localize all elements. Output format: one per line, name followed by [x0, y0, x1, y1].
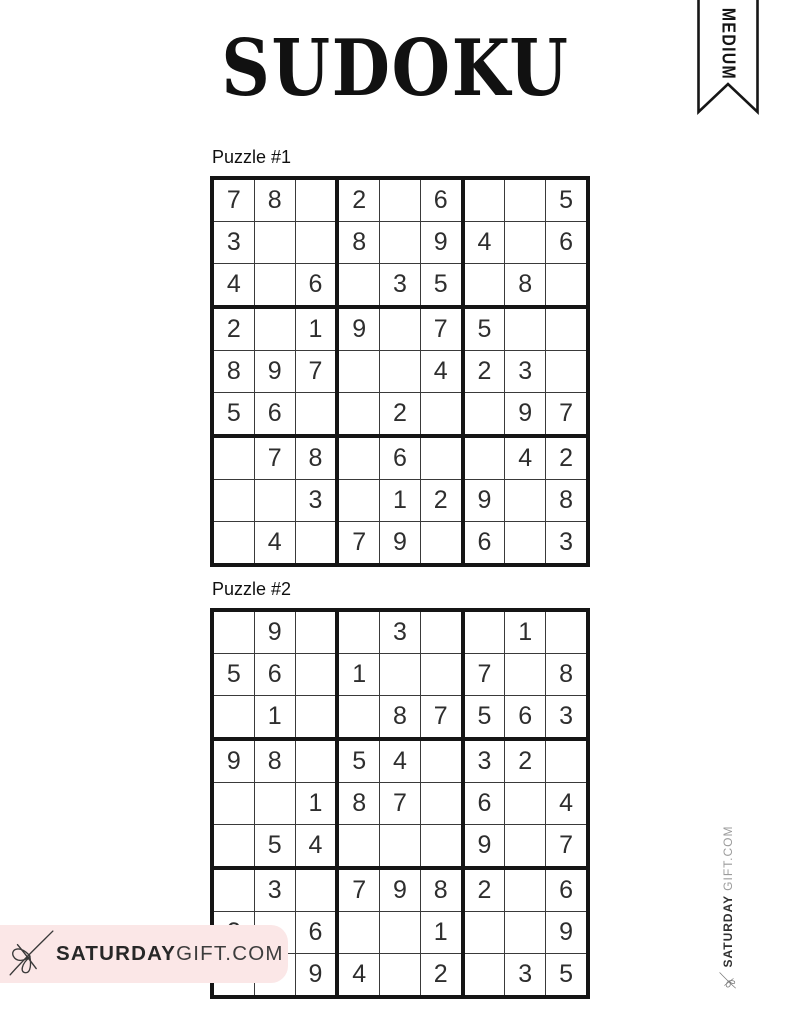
sudoku-cell-given: 6	[380, 436, 421, 480]
sudoku-cell-given: 7	[254, 436, 295, 480]
sudoku-cell-given: 9	[463, 480, 505, 522]
sudoku-cell-empty	[505, 522, 546, 566]
grid-row	[212, 351, 588, 393]
sudoku-cell-given: 5	[212, 654, 254, 696]
sudoku-cell-given: 3	[546, 522, 588, 566]
sudoku-cell-given: 6	[546, 868, 588, 912]
sudoku-cell-given: 1	[420, 912, 462, 954]
sudoku-cell-given: 1	[254, 696, 295, 740]
sudoku-cell-given: 5	[212, 393, 254, 437]
sudoku-cell-empty	[380, 825, 421, 869]
page-title	[0, 23, 791, 114]
sudoku-cell-given: 2	[505, 739, 546, 783]
sudoku-cell-empty	[295, 868, 337, 912]
sudoku-cell-empty	[505, 783, 546, 825]
sudoku-cell-empty	[463, 954, 505, 998]
sudoku-cell-empty	[420, 654, 462, 696]
sudoku-cell-empty	[463, 264, 505, 308]
sudoku-cell-given: 4	[505, 436, 546, 480]
sudoku-cell-given: 3	[505, 351, 546, 393]
sudoku-cell-empty	[212, 868, 254, 912]
sudoku-cell-given: 5	[546, 178, 588, 222]
sudoku-cell-empty	[295, 739, 337, 783]
sudoku-cell-given: 7	[420, 307, 462, 351]
sudoku-cell-empty	[337, 393, 379, 437]
sudoku-cell-given: 5	[546, 954, 588, 998]
grid-row	[212, 739, 588, 783]
sudoku-cell-empty	[505, 222, 546, 264]
grid-row	[212, 610, 588, 654]
sudoku-cell-empty	[337, 912, 379, 954]
sudoku-cell-given: 6	[254, 654, 295, 696]
sudoku-cell-empty	[337, 480, 379, 522]
sudoku-cell-empty	[295, 654, 337, 696]
sudoku-grid-1	[210, 176, 590, 567]
sudoku-cell-given: 7	[337, 868, 379, 912]
brand-wordmark	[56, 942, 284, 966]
grid-row	[212, 222, 588, 264]
sudoku-cell-given: 3	[380, 610, 421, 654]
sudoku-cell-given: 3	[295, 480, 337, 522]
sudoku-cell-given: 7	[463, 654, 505, 696]
sudoku-cell-given: 7	[295, 351, 337, 393]
sudoku-cell-given: 9	[463, 825, 505, 869]
sudoku-cell-given: 8	[254, 178, 295, 222]
sudoku-cell-empty	[212, 436, 254, 480]
bow-icon	[719, 972, 737, 989]
grid-row	[212, 654, 588, 696]
sudoku-cell-given: 7	[212, 178, 254, 222]
sudoku-cell-empty	[295, 222, 337, 264]
sudoku-cell-empty	[295, 393, 337, 437]
sudoku-cell-given: 1	[295, 783, 337, 825]
sudoku-cell-given: 3	[463, 739, 505, 783]
sudoku-cell-empty	[546, 264, 588, 308]
sudoku-cell-given: 9	[546, 912, 588, 954]
sudoku-cell-empty	[380, 307, 421, 351]
sudoku-cell-given: 6	[463, 522, 505, 566]
grid-row	[212, 696, 588, 740]
sudoku-cell-given: 9	[505, 393, 546, 437]
page-title-text: SUDOKU	[221, 23, 570, 114]
sudoku-cell-given: 2	[463, 351, 505, 393]
sudoku-cell-given: 4	[420, 351, 462, 393]
puzzle-1	[210, 148, 590, 567]
sudoku-cell-empty	[254, 480, 295, 522]
sudoku-cell-given: 9	[295, 954, 337, 998]
sudoku-cell-empty	[505, 480, 546, 522]
sudoku-cell-empty	[295, 610, 337, 654]
sudoku-cell-given: 5	[337, 739, 379, 783]
puzzle-2-label: Puzzle #2	[212, 579, 292, 599]
sudoku-cell-given: 4	[212, 264, 254, 308]
sudoku-cell-empty	[463, 436, 505, 480]
sudoku-cell-empty	[212, 783, 254, 825]
sudoku-cell-empty	[212, 696, 254, 740]
sudoku-cell-given: 4	[337, 954, 379, 998]
sudoku-cell-empty	[420, 393, 462, 437]
sudoku-cell-given: 2	[337, 178, 379, 222]
grid-row	[212, 264, 588, 308]
grid-row	[212, 522, 588, 566]
sudoku-cell-given: 8	[505, 264, 546, 308]
sudoku-cell-empty	[463, 912, 505, 954]
sudoku-cell-empty	[546, 739, 588, 783]
sudoku-cell-given: 1	[505, 610, 546, 654]
sudoku-cell-empty	[505, 912, 546, 954]
sudoku-cell-empty	[505, 178, 546, 222]
sudoku-cell-given: 9	[254, 351, 295, 393]
sudoku-cell-given: 4	[254, 522, 295, 566]
sudoku-cell-empty	[505, 825, 546, 869]
side-brand-logo	[717, 822, 739, 992]
grid-row	[212, 783, 588, 825]
sudoku-cell-given: 1	[337, 654, 379, 696]
sudoku-cell-empty	[380, 178, 421, 222]
sudoku-cell-given: 6	[254, 393, 295, 437]
sudoku-cell-given: 8	[337, 783, 379, 825]
sudoku-cell-empty	[295, 696, 337, 740]
sudoku-cell-empty	[546, 610, 588, 654]
sudoku-cell-given: 8	[254, 739, 295, 783]
sudoku-cell-given: 9	[420, 222, 462, 264]
sudoku-cell-empty	[254, 264, 295, 308]
sudoku-cell-empty	[337, 264, 379, 308]
sudoku-cell-empty	[463, 610, 505, 654]
sudoku-cell-given: 7	[420, 696, 462, 740]
sudoku-cell-empty	[380, 654, 421, 696]
sudoku-cell-empty	[337, 696, 379, 740]
sudoku-cell-given: 5	[463, 696, 505, 740]
sudoku-cell-given: 9	[212, 739, 254, 783]
sudoku-cell-given: 2	[546, 436, 588, 480]
sudoku-cell-empty	[254, 307, 295, 351]
sudoku-cell-given: 8	[546, 654, 588, 696]
grid-row	[212, 825, 588, 869]
sudoku-cell-empty	[420, 739, 462, 783]
sudoku-cell-empty	[463, 178, 505, 222]
brand-name-light: GIFT.COM	[721, 825, 735, 891]
grid-row	[212, 436, 588, 480]
sudoku-cell-given: 6	[463, 783, 505, 825]
sudoku-cell-empty	[380, 351, 421, 393]
sudoku-cell-given: 2	[420, 480, 462, 522]
sudoku-cell-given: 5	[463, 307, 505, 351]
sudoku-cell-empty	[546, 351, 588, 393]
brand-name-light: GIFT.COM	[176, 942, 284, 965]
sudoku-cell-given: 7	[380, 783, 421, 825]
sudoku-cell-given: 3	[380, 264, 421, 308]
sudoku-cell-empty	[546, 307, 588, 351]
sudoku-cell-given: 7	[546, 393, 588, 437]
sudoku-cell-empty	[380, 222, 421, 264]
sudoku-cell-given: 8	[295, 436, 337, 480]
sudoku-cell-empty	[295, 522, 337, 566]
sudoku-cell-given: 5	[254, 825, 295, 869]
sudoku-cell-given: 3	[254, 868, 295, 912]
sudoku-cell-empty	[420, 522, 462, 566]
sudoku-cell-given: 8	[546, 480, 588, 522]
sudoku-cell-given: 6	[420, 178, 462, 222]
sudoku-cell-given: 9	[254, 610, 295, 654]
grid-row	[212, 178, 588, 222]
puzzle-1-label: Puzzle #1	[212, 147, 292, 167]
sudoku-cell-empty	[420, 825, 462, 869]
sudoku-cell-given: 4	[546, 783, 588, 825]
sudoku-cell-given: 6	[546, 222, 588, 264]
sudoku-cell-given: 4	[295, 825, 337, 869]
sudoku-cell-empty	[212, 480, 254, 522]
brand-banner	[0, 925, 288, 983]
sudoku-cell-empty	[337, 610, 379, 654]
grid-row	[212, 868, 588, 912]
sudoku-cell-given: 2	[463, 868, 505, 912]
sudoku-cell-empty	[295, 178, 337, 222]
sudoku-cell-given: 9	[380, 868, 421, 912]
sudoku-cell-given: 4	[463, 222, 505, 264]
sudoku-cell-given: 2	[380, 393, 421, 437]
sudoku-cell-given: 4	[380, 739, 421, 783]
difficulty-label: MEDIUM	[718, 7, 739, 81]
sudoku-cell-given: 6	[295, 264, 337, 308]
sudoku-cell-given: 1	[295, 307, 337, 351]
sudoku-cell-empty	[212, 825, 254, 869]
sudoku-cell-given: 6	[505, 696, 546, 740]
sudoku-cell-empty	[254, 222, 295, 264]
sudoku-cell-given: 3	[212, 222, 254, 264]
sudoku-cell-given: 8	[337, 222, 379, 264]
sudoku-cell-empty	[505, 868, 546, 912]
sudoku-cell-given: 3	[505, 954, 546, 998]
sudoku-cell-given: 3	[546, 696, 588, 740]
sudoku-cell-empty	[212, 522, 254, 566]
brand-name-bold: SATURDAY	[721, 894, 735, 968]
grid-row	[212, 480, 588, 522]
sudoku-cell-given: 5	[420, 264, 462, 308]
sudoku-cell-empty	[337, 351, 379, 393]
sudoku-cell-given: 2	[212, 307, 254, 351]
sudoku-cell-empty	[380, 912, 421, 954]
sudoku-cell-given: 9	[380, 522, 421, 566]
sudoku-cell-empty	[420, 783, 462, 825]
sudoku-cell-given: 8	[420, 868, 462, 912]
brand-name-bold: SATURDAY	[56, 942, 177, 965]
sudoku-cell-empty	[337, 436, 379, 480]
sudoku-cell-given: 1	[380, 480, 421, 522]
sudoku-cell-empty	[420, 610, 462, 654]
sudoku-cell-given: 6	[295, 912, 337, 954]
sudoku-cell-given: 7	[546, 825, 588, 869]
sudoku-cell-empty	[337, 825, 379, 869]
sudoku-cell-empty	[212, 610, 254, 654]
sudoku-cell-empty	[254, 783, 295, 825]
sudoku-cell-empty	[505, 654, 546, 696]
sudoku-cell-given: 9	[337, 307, 379, 351]
sudoku-cell-empty	[420, 436, 462, 480]
grid-row	[212, 393, 588, 437]
sudoku-cell-given: 7	[337, 522, 379, 566]
sudoku-cell-empty	[463, 393, 505, 437]
sudoku-cell-given: 8	[380, 696, 421, 740]
bow-icon	[8, 929, 54, 979]
sudoku-cell-empty	[380, 954, 421, 998]
sudoku-cell-given: 2	[420, 954, 462, 998]
sudoku-cell-empty	[505, 307, 546, 351]
difficulty-ribbon	[696, 0, 760, 122]
grid-row	[212, 307, 588, 351]
sudoku-cell-given: 8	[212, 351, 254, 393]
